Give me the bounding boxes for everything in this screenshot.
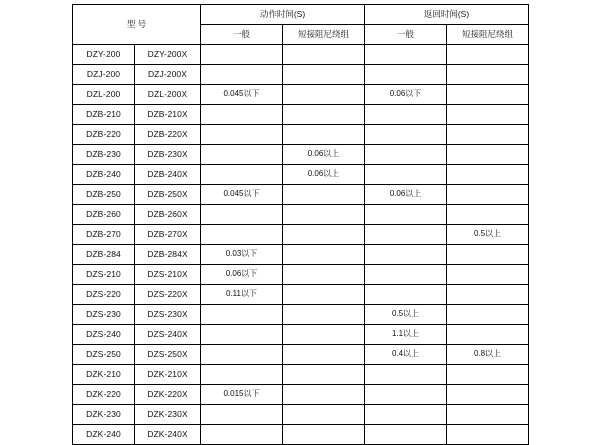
cell-action-normal	[201, 405, 283, 425]
cell-action-damping	[283, 305, 365, 325]
cell-return-normal	[365, 145, 447, 165]
header-return-normal: 一般	[365, 25, 447, 45]
cell-model-b: DZB-230X	[135, 145, 201, 165]
cell-model-b: DZS-230X	[135, 305, 201, 325]
cell-action-damping	[283, 385, 365, 405]
cell-model-b: DZK-220X	[135, 385, 201, 405]
table-row	[73, 205, 529, 225]
cell-model-b: DZL-200X	[135, 85, 201, 105]
table-row	[73, 85, 529, 105]
header-action-damping: 短接阻尼绕组	[283, 25, 365, 45]
cell-model-a: DZB-250	[73, 185, 135, 205]
cell-return-normal: 0.06以上	[365, 185, 447, 205]
cell-action-normal: 0.045以下	[201, 85, 283, 105]
cell-return-damping: 0.5以上	[447, 225, 529, 245]
header-action-time: 动作时间(S)	[201, 5, 365, 25]
cell-model-b: DZK-210X	[135, 365, 201, 385]
cell-model-a: DZB-220	[73, 125, 135, 145]
cell-action-normal: 0.045以下	[201, 185, 283, 205]
cell-action-normal	[201, 165, 283, 185]
cell-return-normal: 0.4以上	[365, 345, 447, 365]
cell-action-normal	[201, 365, 283, 385]
cell-model-a: DZY-200	[73, 45, 135, 65]
cell-action-damping	[283, 185, 365, 205]
cell-return-normal	[365, 425, 447, 445]
header-return-time: 返回时间(S)	[365, 5, 529, 25]
cell-action-normal	[201, 45, 283, 65]
cell-model-a: DZS-230	[73, 305, 135, 325]
cell-return-normal	[365, 405, 447, 425]
table-row	[73, 45, 529, 65]
cell-action-normal	[201, 345, 283, 365]
table-row	[73, 385, 529, 405]
cell-return-normal	[365, 385, 447, 405]
cell-model-a: DZK-240	[73, 425, 135, 445]
cell-action-normal	[201, 305, 283, 325]
table-header	[73, 5, 529, 45]
cell-model-b: DZK-240X	[135, 425, 201, 445]
cell-action-damping	[283, 245, 365, 265]
cell-action-damping	[283, 125, 365, 145]
cell-model-a: DZB-240	[73, 165, 135, 185]
cell-action-damping	[283, 345, 365, 365]
cell-return-damping	[447, 305, 529, 325]
table-row	[73, 125, 529, 145]
header-action-normal: 一般	[201, 25, 283, 45]
table-row	[73, 65, 529, 85]
cell-return-normal: 0.06以下	[365, 85, 447, 105]
cell-model-b: DZB-220X	[135, 125, 201, 145]
cell-model-a: DZS-210	[73, 265, 135, 285]
cell-action-normal	[201, 65, 283, 85]
cell-action-damping	[283, 85, 365, 105]
table-row	[73, 285, 529, 305]
table-row	[73, 225, 529, 245]
cell-action-normal	[201, 145, 283, 165]
cell-return-damping	[447, 325, 529, 345]
cell-return-normal	[365, 245, 447, 265]
cell-return-damping: 0.8以上	[447, 345, 529, 365]
cell-action-normal	[201, 325, 283, 345]
cell-model-b: DZB-260X	[135, 205, 201, 225]
cell-return-damping	[447, 165, 529, 185]
cell-return-damping	[447, 145, 529, 165]
cell-model-b: DZJ-200X	[135, 65, 201, 85]
cell-model-b: DZS-210X	[135, 265, 201, 285]
cell-model-a: DZJ-200	[73, 65, 135, 85]
cell-model-b: DZB-270X	[135, 225, 201, 245]
cell-action-normal: 0.06以下	[201, 265, 283, 285]
table-row	[73, 305, 529, 325]
cell-model-a: DZB-210	[73, 105, 135, 125]
cell-return-damping	[447, 205, 529, 225]
cell-return-normal	[365, 205, 447, 225]
cell-return-damping	[447, 185, 529, 205]
cell-return-normal	[365, 365, 447, 385]
cell-action-damping: 0.06以上	[283, 145, 365, 165]
cell-return-normal	[365, 65, 447, 85]
table-row	[73, 325, 529, 345]
table-row	[73, 265, 529, 285]
cell-action-damping	[283, 425, 365, 445]
cell-model-b: DZS-240X	[135, 325, 201, 345]
table-row	[73, 365, 529, 385]
cell-model-a: DZS-240	[73, 325, 135, 345]
cell-model-a: DZK-230	[73, 405, 135, 425]
cell-model-b: DZB-210X	[135, 105, 201, 125]
cell-return-normal	[365, 225, 447, 245]
cell-return-damping	[447, 365, 529, 385]
cell-return-damping	[447, 245, 529, 265]
cell-model-b: DZS-250X	[135, 345, 201, 365]
cell-action-normal	[201, 125, 283, 145]
cell-action-normal	[201, 225, 283, 245]
cell-action-damping	[283, 285, 365, 305]
cell-return-normal: 0.5以上	[365, 305, 447, 325]
cell-action-normal: 0.03以下	[201, 245, 283, 265]
cell-return-normal	[365, 265, 447, 285]
cell-model-a: DZB-270	[73, 225, 135, 245]
table-body	[73, 45, 529, 445]
cell-model-a: DZB-260	[73, 205, 135, 225]
cell-action-damping	[283, 265, 365, 285]
cell-model-a: DZS-250	[73, 345, 135, 365]
cell-model-a: DZK-220	[73, 385, 135, 405]
header-row-groups	[73, 5, 529, 25]
table-row	[73, 145, 529, 165]
cell-action-damping	[283, 105, 365, 125]
table-row	[73, 405, 529, 425]
cell-return-damping	[447, 425, 529, 445]
cell-return-damping	[447, 105, 529, 125]
cell-return-normal	[365, 125, 447, 145]
cell-action-damping	[283, 65, 365, 85]
cell-model-b: DZB-284X	[135, 245, 201, 265]
specification-table	[72, 4, 529, 445]
cell-action-damping	[283, 225, 365, 245]
table-row	[73, 105, 529, 125]
cell-model-a: DZL-200	[73, 85, 135, 105]
cell-action-damping	[283, 45, 365, 65]
cell-return-normal	[365, 105, 447, 125]
cell-action-damping	[283, 325, 365, 345]
cell-model-b: DZY-200X	[135, 45, 201, 65]
cell-return-normal	[365, 45, 447, 65]
header-model: 型 号	[73, 5, 201, 45]
cell-return-normal	[365, 165, 447, 185]
cell-model-a: DZS-220	[73, 285, 135, 305]
table-row	[73, 165, 529, 185]
cell-model-b: DZB-250X	[135, 185, 201, 205]
cell-model-b: DZB-240X	[135, 165, 201, 185]
cell-model-b: DZS-220X	[135, 285, 201, 305]
cell-action-damping	[283, 365, 365, 385]
cell-action-normal: 0.015以下	[201, 385, 283, 405]
cell-return-damping	[447, 45, 529, 65]
table-row	[73, 185, 529, 205]
cell-return-damping	[447, 85, 529, 105]
cell-model-a: DZB-230	[73, 145, 135, 165]
cell-return-normal	[365, 285, 447, 305]
cell-return-normal: 1.1以上	[365, 325, 447, 345]
cell-return-damping	[447, 385, 529, 405]
cell-action-normal	[201, 105, 283, 125]
cell-return-damping	[447, 125, 529, 145]
cell-return-damping	[447, 265, 529, 285]
cell-model-a: DZB-284	[73, 245, 135, 265]
cell-return-damping	[447, 405, 529, 425]
cell-return-damping	[447, 285, 529, 305]
table-row	[73, 425, 529, 445]
cell-action-damping	[283, 205, 365, 225]
cell-model-a: DZK-210	[73, 365, 135, 385]
cell-action-damping: 0.06以上	[283, 165, 365, 185]
cell-model-b: DZK-230X	[135, 405, 201, 425]
cell-return-damping	[447, 65, 529, 85]
table-row	[73, 345, 529, 365]
cell-action-damping	[283, 405, 365, 425]
table-row	[73, 245, 529, 265]
cell-action-normal: 0.11以下	[201, 285, 283, 305]
cell-action-normal	[201, 425, 283, 445]
cell-action-normal	[201, 205, 283, 225]
header-return-damping: 短接阻尼绕组	[447, 25, 529, 45]
